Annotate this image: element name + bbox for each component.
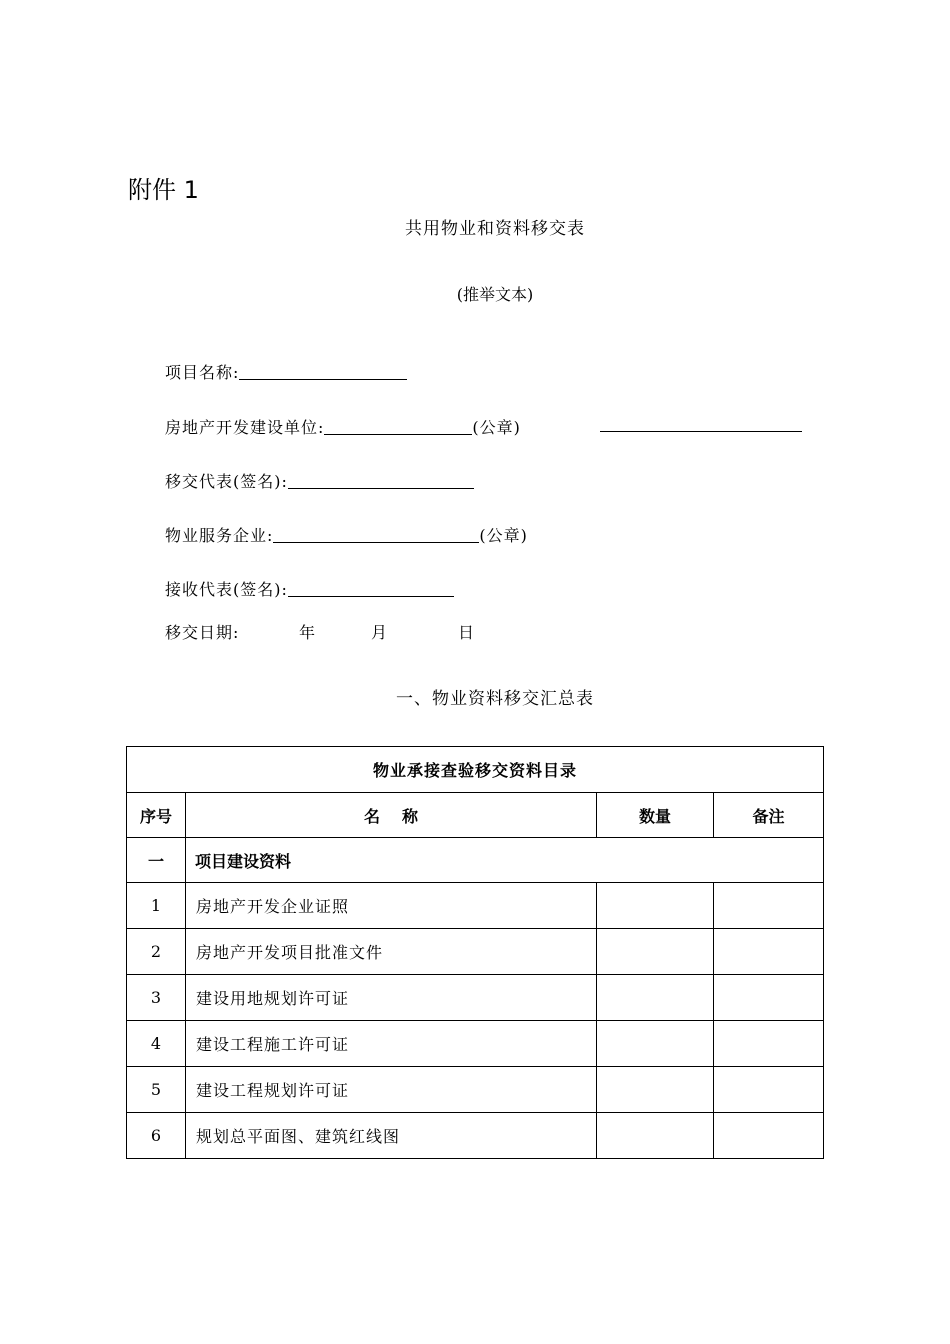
table-row bbox=[127, 1021, 824, 1067]
handover-date-label: 移交日期: bbox=[165, 623, 240, 642]
row-remarks-cell[interactable] bbox=[714, 975, 824, 1021]
row-name: 房地产开发企业证照 bbox=[186, 883, 597, 929]
developer-seal: (公章) bbox=[472, 418, 521, 437]
row-quantity-cell[interactable] bbox=[597, 1067, 714, 1113]
row-seq: 5 bbox=[127, 1067, 186, 1113]
row-name: 建设用地规划许可证 bbox=[186, 975, 597, 1021]
handover-rep-blank[interactable] bbox=[288, 472, 474, 489]
handover-rep-label: 移交代表(签名): bbox=[165, 472, 288, 491]
table-row bbox=[127, 1113, 824, 1159]
receiver-rep-blank[interactable] bbox=[288, 580, 454, 597]
table-row bbox=[127, 883, 824, 929]
property-seal: (公章) bbox=[479, 526, 528, 545]
project-name-blank[interactable] bbox=[239, 363, 407, 380]
date-year: 年 bbox=[299, 623, 316, 642]
row-name: 房地产开发项目批准文件 bbox=[186, 929, 597, 975]
document-subtitle: (推举文本) bbox=[456, 285, 534, 304]
row-remarks-cell[interactable] bbox=[714, 1021, 824, 1067]
table-row bbox=[127, 1067, 824, 1113]
section-seq: 一 bbox=[127, 838, 186, 883]
header-name-part-a: 名 bbox=[363, 806, 380, 826]
table-header-row bbox=[127, 793, 824, 838]
row-quantity-cell[interactable] bbox=[597, 883, 714, 929]
date-day: 日 bbox=[458, 623, 475, 642]
row-seq: 1 bbox=[127, 883, 186, 929]
date-month: 月 bbox=[371, 623, 388, 642]
row-seq: 4 bbox=[127, 1021, 186, 1067]
header-remarks: 备注 bbox=[714, 793, 824, 838]
project-name-field bbox=[165, 360, 407, 383]
header-seq: 序号 bbox=[127, 793, 186, 838]
row-quantity-cell[interactable] bbox=[597, 929, 714, 975]
row-remarks-cell[interactable] bbox=[714, 883, 824, 929]
section-heading: 一、物业资料移交汇总表 bbox=[396, 689, 594, 709]
row-quantity-cell[interactable] bbox=[597, 1113, 714, 1159]
project-name-label: 项目名称: bbox=[165, 363, 240, 382]
property-company-blank[interactable] bbox=[273, 526, 479, 543]
row-seq: 2 bbox=[127, 929, 186, 975]
developer-field bbox=[165, 415, 521, 438]
table-row bbox=[127, 929, 824, 975]
table-caption: 物业承接查验移交资料目录 bbox=[127, 747, 824, 793]
receiver-rep-label: 接收代表(签名): bbox=[165, 580, 288, 599]
receiver-rep-field bbox=[165, 577, 454, 600]
table-row bbox=[127, 975, 824, 1021]
property-company-field bbox=[165, 523, 528, 546]
row-seq: 6 bbox=[127, 1113, 186, 1159]
row-name: 建设工程规划许可证 bbox=[186, 1067, 597, 1113]
row-quantity-cell[interactable] bbox=[597, 1021, 714, 1067]
header-quantity: 数量 bbox=[597, 793, 714, 838]
signature-blank[interactable] bbox=[600, 431, 802, 432]
property-company-label: 物业服务企业: bbox=[165, 526, 274, 545]
section-row bbox=[127, 838, 824, 883]
row-remarks-cell[interactable] bbox=[714, 1067, 824, 1113]
attachment-label: 附件 1 bbox=[128, 176, 199, 204]
section-name: 项目建设资料 bbox=[186, 838, 824, 883]
row-quantity-cell[interactable] bbox=[597, 975, 714, 1021]
handover-rep-field bbox=[165, 469, 474, 492]
row-remarks-cell[interactable] bbox=[714, 1113, 824, 1159]
row-remarks-cell[interactable] bbox=[714, 929, 824, 975]
developer-blank[interactable] bbox=[324, 418, 472, 435]
row-seq: 3 bbox=[127, 975, 186, 1021]
header-name-part-b: 称 bbox=[402, 806, 419, 826]
header-name bbox=[186, 793, 597, 838]
document-title: 共用物业和资料移交表 bbox=[405, 219, 585, 239]
row-name: 建设工程施工许可证 bbox=[186, 1021, 597, 1067]
developer-label: 房地产开发建设单位: bbox=[165, 418, 325, 437]
row-name: 规划总平面图、建筑红线图 bbox=[186, 1113, 597, 1159]
handover-catalog-table bbox=[126, 746, 824, 1159]
